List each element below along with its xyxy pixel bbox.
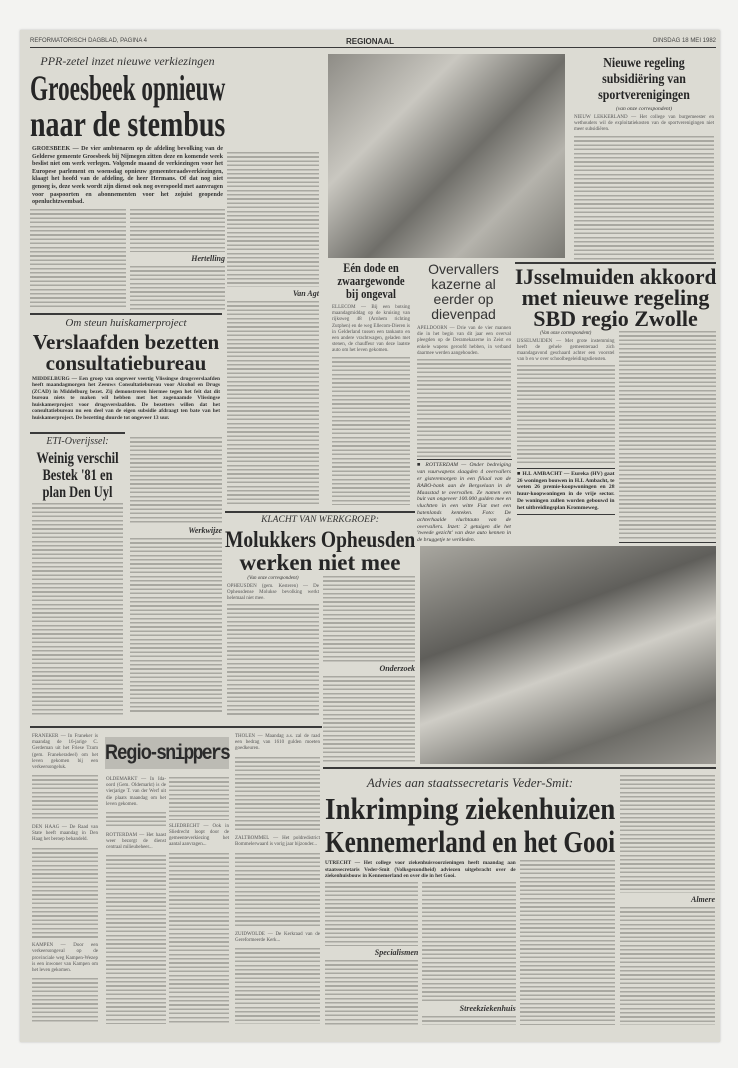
body-text	[106, 812, 166, 829]
divider	[619, 542, 717, 544]
kicker-text: Advies aan staatssecretaris Veder-Smit:	[366, 775, 574, 790]
body-text	[32, 775, 98, 821]
body-text	[106, 855, 166, 1024]
groesbeek-columns	[30, 209, 225, 310]
body-text	[323, 676, 415, 763]
ijsselmuiden-byline: (Van onze correspondent)	[540, 330, 592, 336]
groesbeek-lead: GROESBEEK — De vier ambtenaren op de afdeling bevolking van de Gelderse gemeente Groesbeek bij Nijmegen zitten deze en komende week beslist niet om werk verlegen. Volgende maand de verkiezingen voor het Europese parlement en woensdag opnieuw gemeenteraadsverkiezingen, klaagt het hoofd van de afdeling, de heer Hermans. Of dat nog niet genoeg is, deze week wordt zijn dienst ook nog overspoeld met aanvragen voor paspoorten en abonnementen voor het zojuist geopende openluchtzwembad.	[32, 146, 223, 206]
headline-line	[30, 106, 225, 142]
ijsselmuiden-article	[515, 262, 716, 543]
body-text	[517, 365, 615, 465]
accident-photo	[328, 54, 565, 258]
subhead-almere: Almere	[691, 895, 715, 904]
verslaafden-article	[30, 313, 222, 429]
body-text	[227, 152, 319, 287]
title-part: Regio-	[105, 741, 157, 764]
groesbeek-continued	[227, 152, 319, 504]
headline-text: Molukkers Opheusden	[225, 526, 416, 552]
ijsselmuiden-lead: IJSSELMUIDEN — Met grote instemming heeft de gehele gemeenteraad zich maandagavond geschaard achter een voorstel van b en w over schoolbegeleidingsdiensten.	[517, 338, 615, 363]
column	[325, 882, 418, 1025]
molukkers-kicker	[225, 515, 415, 526]
subhead-werkwijze: Werkwijze	[188, 526, 222, 536]
body-text	[620, 775, 715, 893]
masthead-rule	[30, 47, 716, 48]
headline-text: werken niet mee	[239, 549, 401, 575]
notice-text: H.I. AMBACHT — Eureka (HV) gaat 26 woningen bouwen in H.I. Ambacht, te weten 26 premie-koopwoningen en 28 huur-koopwoningen in de vrije sector. De woningen zullen worden gebouwd in het uitbreidingsplan Krommeweg.	[517, 470, 615, 511]
body-text	[323, 576, 415, 663]
snipper-zaltbommel: ZALTBOMMEL — Het poldredistrict Bommelerwaard is vorig jaar bijzonder...	[235, 836, 320, 848]
headline-line	[515, 284, 716, 310]
issue-date: DINSDAG 18 MEI 1982	[652, 38, 716, 44]
body-text	[332, 357, 410, 505]
kicker-text: ETI-Overijssel:	[46, 435, 109, 447]
bullet-icon: ■	[517, 470, 523, 477]
subhead-streekziekenhuis: Streekziekenhuis	[459, 1003, 516, 1013]
headline-text: Groesbeek opnieuw	[30, 68, 226, 108]
divider	[225, 511, 415, 513]
divider	[517, 514, 615, 516]
snipper-sliedrecht: SLIEDRECHT — Ook in Sliedrecht loopt door de gemeenteverkiezing het aantal aanvragen...	[169, 823, 229, 848]
column	[130, 209, 226, 310]
body-text	[574, 136, 714, 262]
body-text	[325, 960, 418, 1025]
snipper-kampen: KAMPEN — Door een verkeersongeval op de provinciale weg Kampen-Wezep is een inwoner van Kampen om het leven gekomen.	[32, 943, 98, 974]
headline-line	[30, 70, 225, 106]
headline-text: Kennemerland en het Gooi	[325, 824, 616, 859]
subhead-van-agt: Van Agt	[292, 289, 319, 299]
headline-text: Inkrimping ziekenhuizen	[325, 791, 616, 826]
eti-continued	[130, 437, 222, 713]
regio-snippers-title	[105, 737, 229, 769]
sport-lead: NIEUW LEKKERLAND — Het college van burgemeester en wethouders wil de exploitatiekosten van de sportverenigingen niet meer subsidiëren.	[574, 115, 714, 133]
eti-article	[30, 432, 125, 715]
inkrimping-headline	[325, 792, 615, 858]
rotterdam-photo-caption	[417, 462, 511, 544]
headline-line	[225, 551, 415, 574]
divider	[30, 313, 222, 315]
body-text	[422, 882, 515, 1002]
bullet-icon: ■	[417, 462, 426, 469]
molukkers-headline	[225, 528, 415, 574]
column	[30, 209, 126, 310]
body-text	[235, 853, 320, 929]
headline-line	[325, 825, 615, 858]
column	[225, 576, 319, 718]
headline-text: SBD regio Zwolle	[533, 305, 698, 331]
divider	[417, 459, 512, 460]
groesbeek-headline	[30, 70, 225, 142]
body-text	[130, 538, 222, 713]
inkrimping-subcolumns	[325, 882, 516, 1025]
kicker-text: KLACHT VAN WERKGROEP:	[261, 514, 379, 525]
headline-text: consultatiebureau	[45, 350, 207, 375]
verslaafden-kicker	[30, 317, 222, 330]
bank-robbery-photo	[420, 546, 716, 764]
body-text	[417, 359, 511, 457]
divider	[517, 468, 615, 469]
caption-text: ROTTERDAM — Onder bedreiging van vuurwapens slaagden 4 overvallers er gisteremorgen in een filiaal van de RABO-bank aan de Bergselaan in de Maasstad te overvallen. Ze namen een buit van ongeveer 100.000 gulden mee en vluchtten in een witte Fiat met een hatenlands kenteken. Foto: De achterhaalde vluchtauto van de overvallers. Inzet: 2 getuigen die het 'tweede gezicht' van deze auto kennen in de bruggetje te verkleden.	[417, 462, 511, 544]
body-text	[227, 604, 319, 717]
divider	[323, 767, 716, 769]
body-text	[32, 848, 98, 940]
subhead-hertelling: Hertelling	[191, 254, 225, 264]
groesbeek-article	[30, 54, 225, 310]
body-text	[169, 853, 229, 1024]
snippers-column-4	[235, 734, 320, 1024]
body-text	[619, 331, 717, 540]
headline-text: met nieuwe regeling	[521, 284, 710, 310]
inkrimping-continued	[620, 775, 715, 1025]
body-text	[30, 209, 126, 310]
snippers-column-1	[32, 734, 98, 1024]
ijsselmuiden-headline	[515, 263, 717, 331]
sport-byline: (van onze correspondent)	[615, 106, 672, 112]
ambacht-notice	[517, 471, 615, 512]
headline-line	[30, 350, 222, 375]
eti-kicker	[30, 436, 125, 448]
body-text	[130, 209, 226, 253]
kicker-text: Om steun huiskamerproject	[65, 316, 187, 329]
column	[422, 882, 515, 1025]
body-text	[32, 978, 98, 1024]
body-text	[325, 882, 418, 947]
snippers-column-3	[169, 777, 229, 1024]
snipper-franeker: FRANEKER — In Franeker is maandag de 16-jarige C. Gerdeman uit het Friese Tzum (gem. Franekeradeel) om het leven gekomen bij een verkeersongeluk.	[32, 734, 98, 771]
column-group	[325, 860, 516, 1025]
eti-headline: Weinig verschil Bestek '81 en plan Den Uyl	[36, 449, 119, 501]
body-text	[422, 1016, 515, 1025]
body-text	[32, 503, 123, 716]
verslaafden-headline	[30, 329, 222, 375]
snipper-den-haag: DEN HAAG — De Raad van State heeft maandag in Den Haag het beroep behandeld.	[32, 825, 98, 843]
subhead-onderzoek: Onderzoek	[379, 664, 415, 674]
title-part: snippers	[156, 743, 230, 766]
headline-text: naar de stembus	[30, 104, 226, 144]
kicker-text: PPR-zetel inzet nieuwe verkiezingen	[40, 54, 215, 68]
ongeval-article	[330, 262, 412, 505]
inkrimping-lead: UTRECHT — Het college voor ziekenhuisvoorzieningen heeft maandag aan staatssecretaris Veder-Smit (Volksgezondheid) adviezen uitgebracht over de ziekenhuisbouw in Kennemerland en over die in het Gooi.	[325, 860, 516, 880]
snipper-oldemarkt: OLDEMARKT — In Ida-oord (Gem. Oldemarkt) is de vierjarige T. van der Werf uit die plaats maandag om het leven gekomen.	[106, 777, 166, 807]
verslaafden-lead: MIDDELBURG — Een groep van ongeveer veertig Vlissingse drugsverslaafden heeft maandagmorgen het Zeeuws Consultatiebureau voor Alcohol en Drugs (ZCAD) in Middelburg bezet. Zij demonstreren hiermee tegen het feit dat dit bureau niets te maken wil hebben met het zogenaamde Vlissingse huiskamerproject voor drugsverslaafden. De bezetters willen dat het consultatiebureau nu een deel van de eigen subsidie afdraagt ten bate van het huiskamerproject. De bezetting duurde tot ongeveer 13 uur.	[32, 375, 220, 421]
groesbeek-kicker	[30, 54, 225, 68]
snipper-zuidwolde: ZUIDWOLDE — De Kerkraad van de Gereformeerde Kerk...	[235, 932, 320, 944]
column	[515, 331, 615, 544]
section-title: REGIONAAL	[346, 37, 394, 46]
snipper-tholen: THOLEN — Maandag a.s. zal de raad een bedrag van 1610 gulden moeten goedkeuren.	[235, 734, 320, 752]
headline-text: Verslaafden bezetten	[32, 329, 220, 354]
divider	[30, 432, 125, 434]
overvallers-article	[415, 262, 512, 544]
body-text	[130, 266, 226, 310]
sport-headline: Nieuwe regeling subsidiëring van sportverenigingen	[598, 56, 690, 103]
body-text	[235, 948, 320, 1024]
headline-line	[325, 792, 615, 825]
overvallers-lead: APELDOORN — Drie van de vier mannen die in het begin van dit jaar een overval pleegden op de Deramekazerne in Zeist en enkele wapens geroofd hebben, in verband daarmee werden aangehouden.	[417, 326, 511, 356]
ongeval-lead: ELLECOM — Bij een botsing maandagmiddag op de kruising van rijksweg 48 (Arnhem richting Zutphen) en de weg Ellecom-Dieren is in Gelderland tussen een tankauto en een andere vrachtwagen, geladen met stenen, de chauffeur van deze laatste auto om het leven gekomen.	[332, 305, 410, 354]
ongeval-headline: Eén dode en zwaargewonde bij ongeval	[337, 261, 405, 301]
molukkers-byline: (Van onze correspondent)	[247, 575, 299, 581]
snipper-rotterdam: ROTTERDAM — Het haast weer bezorgt de dienst centraal milieubeheer...	[106, 832, 166, 851]
column	[323, 576, 415, 764]
body-text	[520, 860, 615, 1025]
subhead-specialismen: Specialismen	[374, 948, 419, 958]
ijsselmuiden-columns	[515, 331, 716, 544]
headline-line	[515, 305, 716, 331]
headline-line	[515, 263, 717, 289]
divider	[30, 726, 322, 728]
body-text	[235, 757, 320, 833]
inkrimping-kicker	[325, 775, 615, 790]
body-text	[227, 301, 319, 504]
inkrimping-columns	[325, 860, 615, 1025]
headline-text: IJsselmuiden akkoord	[515, 263, 717, 289]
inkrimping-article	[325, 775, 615, 1025]
title-text	[105, 737, 229, 771]
body-text	[620, 907, 715, 1025]
headline-line	[225, 528, 415, 551]
spacer	[517, 517, 615, 543]
column	[619, 331, 717, 544]
overvallers-headline: Overvallers kazerne al eerder op dievenpad	[428, 261, 499, 322]
headline-line	[30, 329, 222, 354]
column	[520, 860, 615, 1025]
paper-name-page: REFORMATORISCH DAGBLAD, PAGINA 4	[30, 38, 148, 44]
sport-article	[572, 56, 716, 262]
body-text	[169, 777, 229, 820]
molukkers-lead: OPHEUSDEN (gem. Kesteren) — De Opheusdense Molukse bevolking werkt helemaal niet mee.	[227, 583, 319, 601]
snippers-column-2	[106, 777, 166, 1024]
body-text	[130, 437, 222, 524]
